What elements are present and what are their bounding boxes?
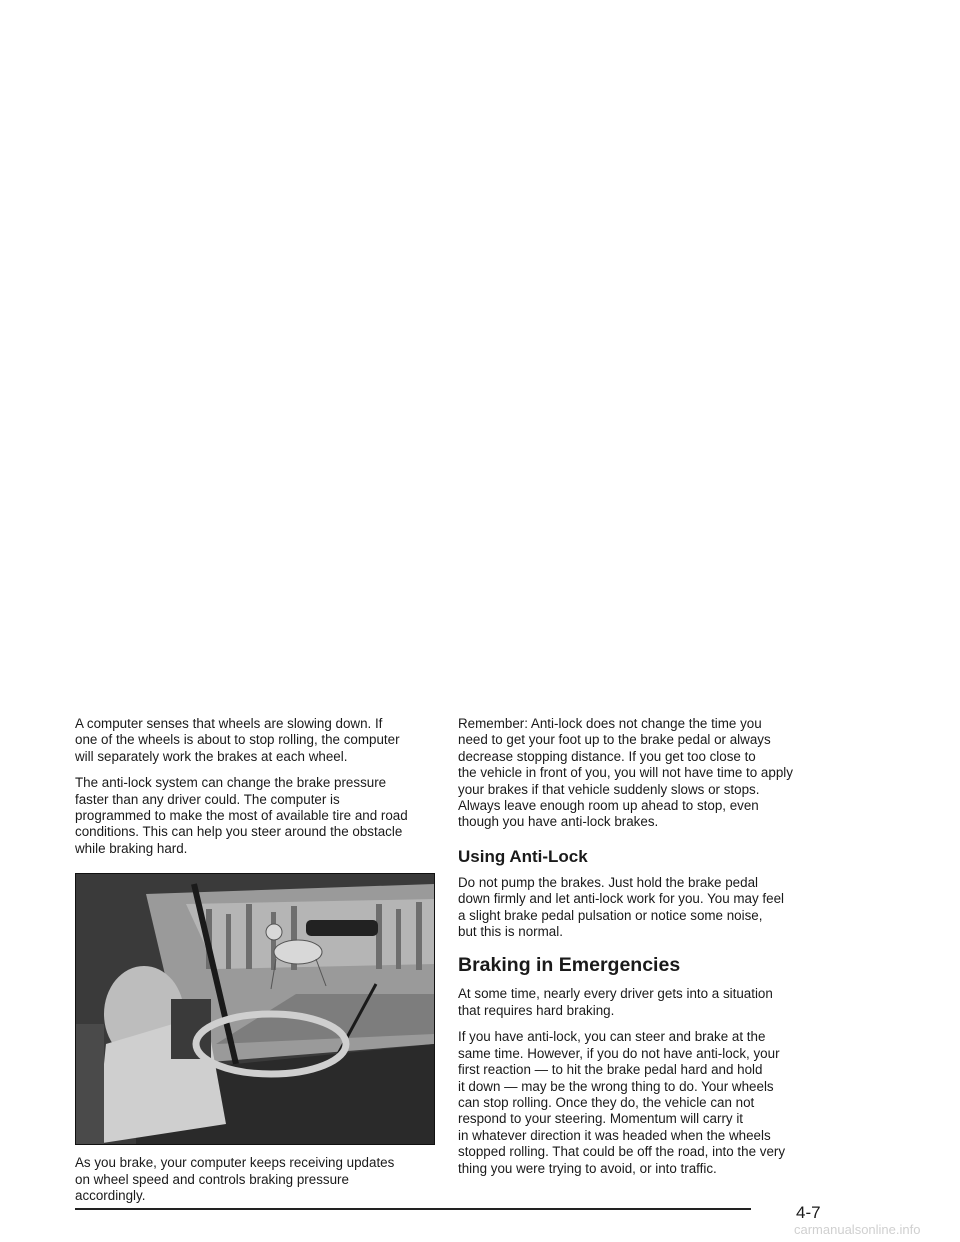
paragraph-as-you-brake: As you brake, your computer keeps receiving updates on wheel speed and controls braking pressure accordingly. — [75, 1155, 395, 1204]
right-column — [458, 716, 820, 1187]
driver-braking-illustration — [75, 873, 435, 1145]
paragraph-hard-braking: At some time, nearly every driver gets into a situation that requires hard braking. — [458, 986, 773, 1018]
paragraph-remember: Remember: Anti-lock does not change the time you need to get your foot up to the brake pedal or always decrease stopping distance. If you get too close to the vehicle in front of you, you will not have time to apply your brakes if that vehicle suddenly slows or stops. Always leave enough room up ahead to stop, even though you have anti-lock brakes. — [458, 716, 793, 830]
footer-rule — [75, 1208, 751, 1210]
paragraph-do-not-pump: Do not pump the brakes. Just hold the brake pedal down firmly and let anti-lock work for you. You may feel a slight brake pedal pulsation or notice some noise, but this is normal. — [458, 874, 784, 940]
paragraph-if-you-have-anti-lock: If you have anti-lock, you can steer and brake at the same time. However, if you do not have anti-lock, your first reaction — to hit the brake pedal hard and hold it down — may be the wrong thing to do. Your wheels can stop rolling. Once they do, the vehicle can not respond to your steering. Momentum will carry it in whatever direction it was headed when the wheels stopped rolling. That could be off the road, into the very thing you were trying to avoid, or into traffic. — [458, 1029, 786, 1176]
heading-using-anti-lock: Using Anti-Lock — [458, 846, 588, 866]
page-number: 4-7 — [796, 1203, 821, 1222]
paragraph-computer-senses: A computer senses that wheels are slowing down. If one of the wheels is about to stop rolling, the computer will separately work the brakes at each wheel. — [75, 716, 400, 764]
watermark: carmanualsonline.info — [794, 1222, 921, 1237]
left-column — [75, 716, 435, 1214]
driver-deer-illustration — [76, 874, 434, 1144]
paragraph-anti-lock-system: The anti-lock system can change the brake pressure faster than any driver could. The computer is programmed to make the most of available tire and road conditions. This can help you steer around the obstacle while braking hard. — [75, 775, 408, 856]
heading-braking-in-emergencies: Braking in Emergencies — [458, 954, 681, 977]
